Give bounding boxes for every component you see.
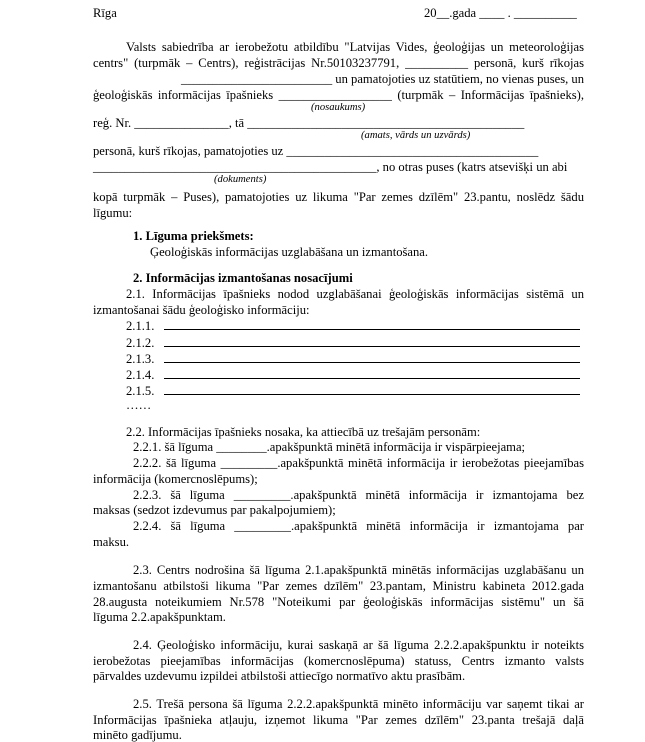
item-number: 2.1.5.	[126, 384, 155, 398]
para-2-5-line-2: Informācijas īpašnieka atļauju, izņemot likuma "Par zemes dzīlēm" 23.panta trešajā daļā	[93, 713, 584, 727]
intro-line-7: _____________________________________________, no otras puses (katrs atsevišķi un abi	[93, 160, 568, 174]
intro-line-8: kopā turpmāk – Puses), pamatojoties uz likuma "Par zemes dzīlēm" 23.pantu, noslēdz šādu	[93, 190, 584, 204]
para-2-2-1: 2.2.1. šā līguma ________.apakšpunktā minētā informācija ir vispārpieejama;	[133, 440, 526, 454]
section-1-text: Ģeoloģiskās informācijas uzglabāšana un izmantošana.	[150, 245, 429, 259]
fill-line	[164, 362, 580, 363]
intro-line-1: Valsts sabiedrība ar ierobežotu atbildību "Latvijas Vides, ģeoloģijas un meteoroloģijas	[126, 40, 584, 54]
fill-line	[164, 346, 580, 347]
item-row	[126, 368, 154, 382]
para-2-1-line-1: 2.1. Informācijas īpašnieks nodod uzglabāšanai ģeoloģiskās informācijas sistēmā un	[126, 287, 584, 301]
caption-name: (nosaukums)	[311, 102, 366, 113]
item-row	[126, 352, 154, 366]
para-2-2-2-line-2: informācija (komercnoslēpums);	[93, 472, 258, 486]
ellipsis: ……	[126, 398, 152, 412]
para-2-5-line-3: minēto gadījumu.	[93, 728, 182, 742]
para-2-5-line-1: 2.5. Trešā persona šā līguma 2.2.2.apakšpunktā minēto informāciju var saņemt tikai ar	[133, 697, 584, 711]
para-2-4-line-1: 2.4. Ģeoloģisko informāciju, kurai saskaņā ar šā līguma 2.2.2.apakšpunktu ir noteikts	[133, 638, 584, 652]
intro-line-4: ģeoloģiskās informācijas īpašnieks __________________ (turpmāk – Informācijas īpašnieks),	[93, 88, 584, 102]
item-number: 2.1.4.	[126, 368, 155, 382]
intro-line-3: ________________________ un pamatojoties uz statūtiem, no vienas puses, un	[181, 72, 584, 86]
item-number: 2.1.1.	[126, 319, 155, 333]
para-2-3-line-2: izmantošanu atbilstoši likuma "Par zemes dzīlēm" 23.pantam, Ministru kabineta 2012.gada	[93, 579, 584, 593]
para-2-1-line-2: izmantošanai šādu ģeoloģisko informāciju:	[93, 303, 310, 317]
item-row	[126, 336, 154, 350]
para-2-2-3-line-1: 2.2.3. šā līguma _________.apakšpunktā minētā informācija ir izmantojama bez	[133, 488, 584, 502]
caption-documents: (dokuments)	[214, 174, 267, 185]
item-number: 2.1.2.	[126, 336, 155, 350]
city: Rīga	[93, 6, 117, 20]
fill-line	[164, 329, 580, 330]
intro-line-2: centrs" (turpmāk – Centrs), reģistrācijas Nr.50103237791, __________ personā, kurš rīkojas	[93, 56, 584, 70]
intro-line-9: līgumu:	[93, 206, 133, 220]
para-2-2-4-line-1: 2.2.4. šā līguma _________.apakšpunktā minētā informācija ir izmantojama par	[133, 519, 584, 533]
fill-line	[164, 378, 580, 379]
item-row	[126, 319, 154, 333]
para-2-4-line-3: pārvaldes uzdevumu izpildei atbilstoši attiecīgo normatīvo aktu prasībām.	[93, 669, 466, 683]
intro-line-5: reģ. Nr. _______________, tā ____________________________________________	[93, 116, 525, 130]
para-2-3-line-1: 2.3. Centrs nodrošina šā līguma 2.1.apakšpunktā minētās informācijas uzglabāšanu un	[133, 563, 584, 577]
para-2-2-4-line-2: maksu.	[93, 535, 130, 549]
section-1-heading: 1. Līguma priekšmets:	[133, 229, 254, 243]
section-2-heading: 2. Informācijas izmantošanas nosacījumi	[133, 271, 353, 285]
fill-line	[164, 394, 580, 395]
caption-position: (amats, vārds un uzvārds)	[361, 130, 471, 141]
intro-line-6: personā, kurš rīkojas, pamatojoties uz ________________________________________	[93, 144, 539, 158]
para-2-2-2-line-1: 2.2.2. šā līguma _________.apakšpunktā minētā informācija ir ierobežotas pieejamības	[133, 456, 584, 470]
item-number: 2.1.3.	[126, 352, 155, 366]
para-2-3-line-3: 28.augusta noteikumiem Nr.578 "Noteikumi par ģeoloģiskās informācijas sistēmu" un šā	[93, 595, 584, 609]
contract-date: 20__.gada ____ . __________	[424, 6, 577, 20]
para-2-3-line-4: līguma 2.2.apakšpunktam.	[93, 610, 226, 624]
para-2-2-3-line-2: maksas (sedzot izdevumus par pakalpojumiem);	[93, 503, 336, 517]
para-2-4-line-2: ierobežotas pieejamības informācijas (komercnoslēpuma) statuss, Centrs izmanto valsts	[93, 654, 584, 668]
item-row	[126, 384, 154, 398]
para-2-2: 2.2. Informācijas īpašnieks nosaka, ka attiecībā uz trešajām personām:	[126, 425, 481, 439]
